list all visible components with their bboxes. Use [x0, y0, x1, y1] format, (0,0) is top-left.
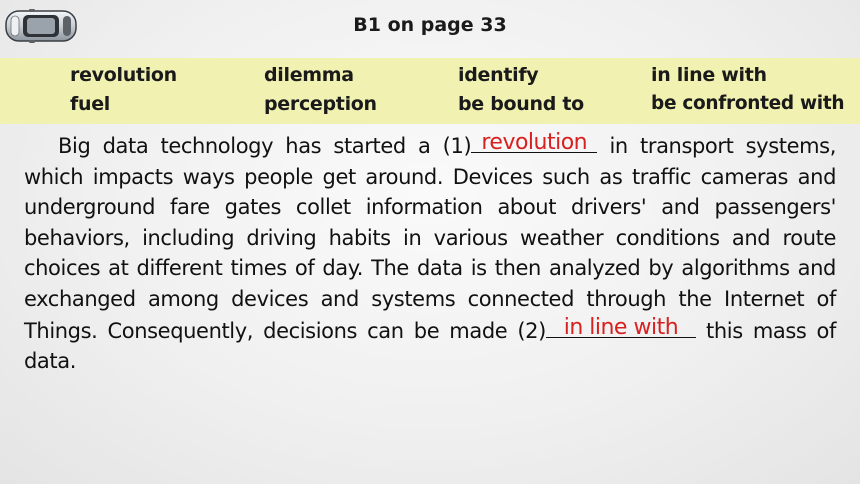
word-bank	[0, 58, 860, 124]
word-bank-item: perception	[264, 93, 377, 115]
passage-text: Big data technology has started a (1)	[58, 134, 472, 158]
slide-title: B1 on page 33	[353, 14, 507, 36]
word-bank-item: fuel	[70, 93, 110, 115]
word-bank-item: dilemma	[264, 64, 354, 86]
blank-1	[471, 130, 597, 156]
passage	[24, 130, 836, 377]
passage-text: in transport systems, which impacts ways people get around. Devices such as traffic cameras and underground fare gates collet information about drivers' and passengers' behaviors, including driving habits in various weather conditions and route choices at different times of day. The data is then analyzed by algorithms and exchanged among devices and systems connected through the Internet of Things. Consequently, decisions can be made (2)	[24, 134, 836, 343]
word-bank-item: revolution	[70, 64, 177, 86]
passage-text: this mass of data.	[24, 318, 836, 374]
word-bank-item: be bound to	[458, 93, 584, 115]
word-bank-item: be confronted with	[651, 93, 845, 114]
answer-1: revolution	[481, 130, 588, 156]
answer-2: in line with	[563, 314, 679, 340]
word-bank-item: in line with	[651, 64, 767, 86]
blank-2	[546, 315, 696, 338]
word-bank-item: identify	[458, 64, 539, 86]
